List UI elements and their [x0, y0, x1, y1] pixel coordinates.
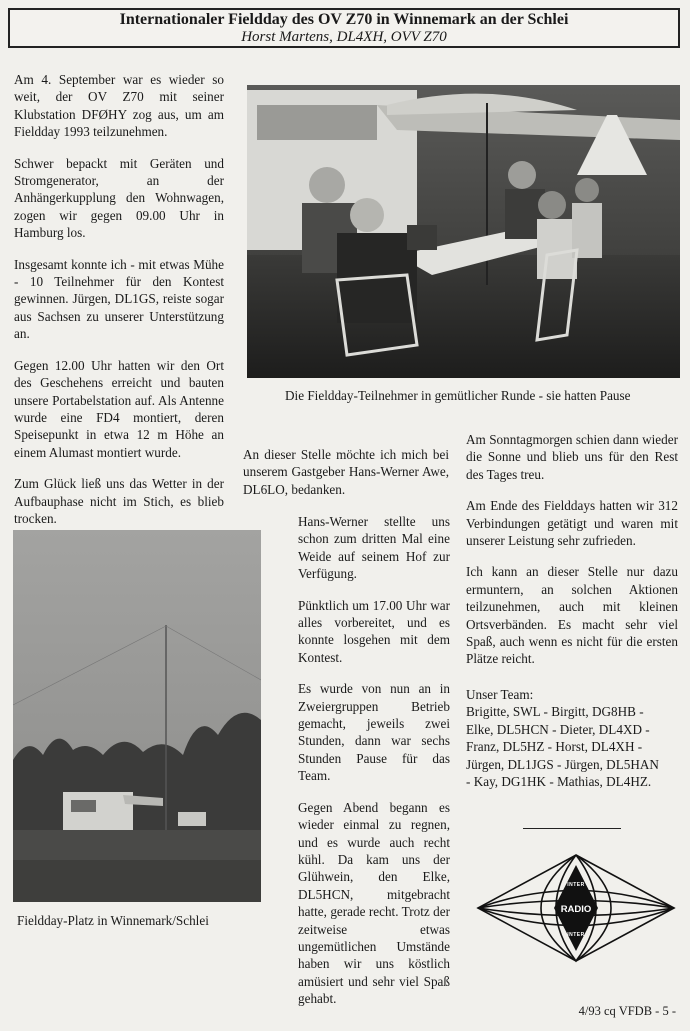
paragraph: Schwer bepackt mit Geräten und Stromgenerator, an der Anhängerkupplung den Wohnwagen, zogen wir gegen 09.00 Uhr in Hamburg los.	[14, 155, 224, 241]
paragraph: Zum Glück ließ uns das Wetter in der Aufbauphase nicht im Stich, es blieb trocken.	[14, 476, 224, 526]
article-title: Internationaler Fieldday des OV Z70 in Winnemark an der Schlei	[119, 11, 569, 28]
paragraph: Am Sonntagmorgen schien dann wieder die Sonne und blieb uns für den Rest des Tages treu.	[466, 432, 678, 482]
middle-column	[298, 513, 450, 1022]
paragraph: Pünktlich um 17.00 Uhr war alles vorbereitet, und es konnte losgehen mit dem Kontest.	[298, 597, 450, 665]
paragraph: Ich kann an dieser Stelle nur dazu ermuntern, an solchen Aktionen teilzunehmen, auch mit kleinen Ortsverbänden. Es macht sehr viel Spaß, auch wenn es nicht für die ersten Plätze reicht.	[466, 564, 678, 667]
team-heading: Unser Team:	[466, 687, 534, 702]
field-site-photo-image	[13, 530, 261, 902]
paragraph: Es wurde von nun an in Zweiergruppen Betrieb gemacht, jeweils zwei Stunden, dann war sechs Stunden Pause für das Team.	[298, 681, 450, 784]
photo-field-site-caption: Fieldday-Platz in Winnemark/Schlei	[17, 913, 209, 928]
paragraph: Am 4. September war es wieder so weit, der OV Z70 mit seiner Klubstation DFØHY zog aus, um am Fieldday 1993 teilzunehmen.	[14, 72, 224, 140]
paragraph: Gegen 12.00 Uhr hatten wir den Ort des Geschehens erreicht und bauten unsere Portabelstation auf. Als Antenne wurde eine FD4 montiert, deren Speisepunkt in etwa 12 m Höhe an einem Alumast montiert wurde.	[14, 357, 224, 460]
team-member-line: Franz, DL5HZ - Horst, DL4XH -	[466, 739, 643, 755]
team-section	[466, 686, 680, 790]
logo-word-bottom: INTER	[567, 932, 585, 938]
participants-photo-image	[247, 85, 680, 378]
page-footer: 4/93 cq VFDB - 5 -	[578, 1004, 676, 1018]
team-member-line: Elke, DL5HCN - Dieter, DL4XD -	[466, 721, 650, 737]
logo-word-radio: RADIO	[560, 904, 592, 915]
team-member-line: Brigitte, SWL - Birgitt, DG8HB -	[466, 704, 644, 720]
photo-participants	[247, 85, 680, 378]
article-header	[8, 8, 680, 48]
photo-participants-caption: Die Fieldday-Teilnehmer in gemütlicher Runde - sie hatten Pause	[285, 388, 631, 403]
paragraph: Insgesamt konnte ich - mit etwas Mühe - 10 Teilnehmer für den Kontest gewinnen. Jürgen, DL1GS, reiste sogar aus Sachsen zu unserer Unterstützung an.	[14, 256, 224, 342]
paragraph: Gegen Abend begann es wieder einmal zu regnen, und es wurde auch recht kühl. Da kam uns der Glühwein, den Elke, DL5HCN, mitgebracht hatte, gerade recht. Trotz der zeitweise etwas ungemütlichen Umstände haben wir uns köstlich amüsiert und sehr viel Spaß gehabt.	[298, 799, 450, 1007]
team-list	[466, 703, 680, 790]
photo-field-site	[13, 530, 261, 902]
team-member-line: Jürgen, DL1JGS - Jürgen, DL5HAN	[466, 756, 659, 772]
paragraph: Hans-Werner stellte uns schon zum dritten Mal eine Weide auf seinem Hof zur Verfügung.	[298, 514, 450, 582]
inter-radio-logo	[476, 853, 676, 963]
article-author: Horst Martens, DL4XH, OVV Z70	[241, 29, 447, 45]
middle-intro-paragraph: An dieser Stelle möchte ich mich bei unserem Gastgeber Hans-Werner Awe, DL6LO, bedanken.	[243, 447, 449, 497]
separator-line	[523, 828, 621, 829]
paragraph: Am Ende des Fielddays hatten wir 312 Verbindungen getätigt und waren mit unserer Leistung sehr zufrieden.	[466, 498, 678, 549]
team-member-line: - Kay, DG1HK - Mathias, DL4HZ.	[466, 774, 652, 790]
show-through-text	[240, 48, 680, 88]
left-column	[14, 71, 224, 541]
middle-intro	[243, 446, 449, 512]
right-column	[466, 431, 678, 682]
inter-radio-logo-graphic	[476, 853, 676, 963]
logo-word-top: INTER	[567, 882, 585, 888]
